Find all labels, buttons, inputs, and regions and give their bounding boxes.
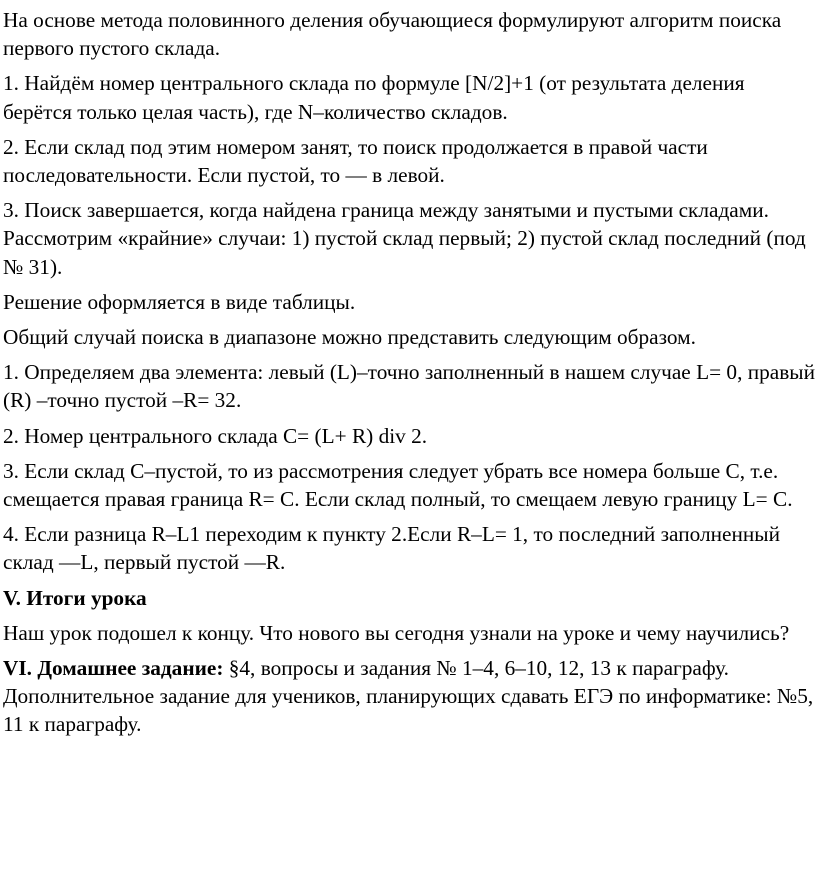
section-6-paragraph xyxy=(3,654,815,739)
section-6-text: §4, вопросы и задания № 1–4, 6–10, 12, 13 к параграфу. Дополнительное задание для учеников, планирующих сдавать ЕГЭ по информатике: №5, 11 к параграфу. xyxy=(3,656,814,737)
solution-note-paragraph: Решение оформляется в виде таблицы. xyxy=(3,289,356,314)
step-2-paragraph: 2. Если склад под этим номером занят, то поиск продолжается в правой части последовательности. Если пустой, то — в левой. xyxy=(3,134,708,188)
general-case-paragraph: Общий случай поиска в диапазоне можно представить следующим образом. xyxy=(3,325,696,350)
general-step-2-paragraph: 2. Номер центрального склада C= (L+ R) div 2. xyxy=(3,423,428,448)
section-6-heading: VI. Домашнее задание: xyxy=(3,656,224,681)
step-3-paragraph: 3. Поиск завершается, когда найдена граница между занятыми и пустыми складами. Рассмотрим «крайние» случаи: 1) пустой склад первый; 2) пустой склад последний (под № 31). xyxy=(3,198,806,279)
section-5-heading: V. Итоги урока xyxy=(3,585,147,610)
general-step-4-paragraph: 4. Если разница R–L1 переходим к пункту 2.Если R–L= 1, то последний заполненный склад —L, первый пустой —R. xyxy=(3,522,780,575)
section-5-paragraph: Наш урок подошел к концу. Что нового вы сегодня узнали на уроке и чему научились? xyxy=(3,620,790,645)
general-step-3-paragraph: 3. Если склад C–пустой, то из рассмотрения следует убрать все номера больше C, т.е. смещается правая граница R= C. Если склад полный, то смещаем левую границу L= C. xyxy=(3,458,793,512)
intro-paragraph: На основе метода половинного деления обучающиеся формулируют алгоритм поиска первого пустого склада. xyxy=(3,8,782,61)
document-page xyxy=(3,6,815,746)
general-step-1-paragraph: 1. Определяем два элемента: левый (L)–точно заполненный в нашем случае L= 0, правый (R) –точно пустой –R= 32. xyxy=(3,360,815,413)
step-1-paragraph: 1. Найдём номер центрального склада по формуле [N/2]+1 (от результата деления берётся только целая часть), где N–количество складов. xyxy=(3,71,745,124)
